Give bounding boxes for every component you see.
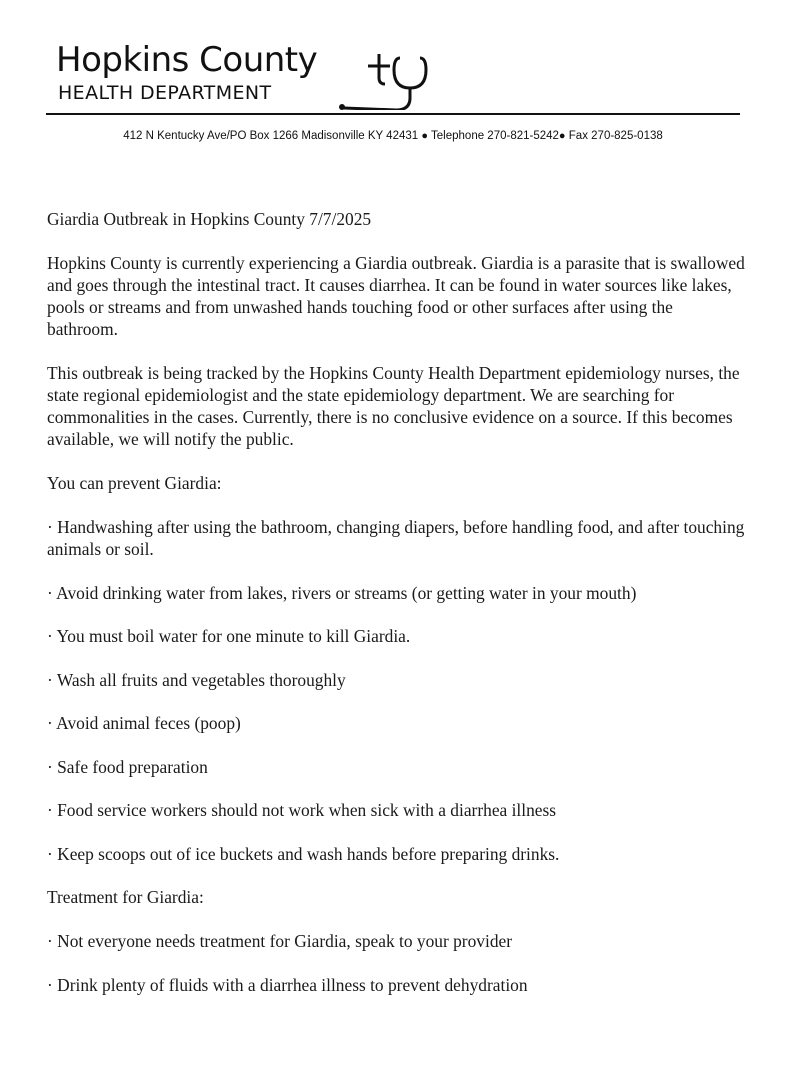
list-item: · You must boil water for one minute to kill Giardia.	[47, 626, 411, 646]
letterhead-address	[46, 130, 740, 142]
address-fax: Fax 270-825-0138	[568, 130, 663, 142]
letterhead-logo	[56, 40, 416, 112]
list-item: · Avoid animal feces (poop)	[47, 713, 241, 733]
address-phone: Telephone 270-821-5242	[431, 130, 559, 142]
org-name: Hopkins County	[56, 40, 318, 80]
document-title: Giardia Outbreak in Hopkins County 7/7/2025	[47, 209, 372, 229]
list-item: · Safe food preparation	[47, 756, 208, 777]
separator-dot: ●	[558, 130, 566, 142]
address-street: 412 N Kentucky Ave/PO Box 1266 Madisonville KY 42431	[123, 130, 419, 142]
separator-dot: ●	[421, 130, 429, 142]
document-body	[47, 208, 747, 1017]
list-item: · Wash all fruits and vegetables thoroughly	[47, 669, 346, 690]
list-item: · Food service workers should not work when sick with a diarrhea illness	[47, 800, 557, 820]
dept-name: HEALTH DEPARTMENT	[58, 82, 272, 104]
letterhead-rule	[46, 113, 740, 115]
prevention-heading: You can prevent Giardia:	[47, 473, 222, 493]
stethoscope-icon	[324, 44, 444, 110]
paragraph-tracking: This outbreak is being tracked by the Hopkins County Health Department epidemiology nurses, the state regional epidemiologist and the state epidemiology department. We are searching for commonalities in the cases. Currently, there is no conclusive evidence on a source. If this becomes available, we will notify the public.	[47, 363, 740, 449]
list-item: · Keep scoops out of ice buckets and wash hands before preparing drinks.	[47, 843, 560, 864]
paragraph-intro: Hopkins County is currently experiencing a Giardia outbreak. Giardia is a parasite that is swallowed and goes through the intestinal tract. It causes diarrhea. It can be found in water sources like lakes, pools or streams and from unwashed hands touching food or other surfaces after using the bathroom.	[47, 253, 745, 339]
list-item: · Handwashing after using the bathroom, changing diapers, before handling food, and after touching animals or soil.	[47, 517, 745, 559]
list-item: · Drink plenty of fluids with a diarrhea illness to prevent dehydration	[47, 974, 528, 995]
list-item: · Not everyone needs treatment for Giardia, speak to your provider	[47, 931, 513, 951]
treatment-heading: Treatment for Giardia:	[47, 887, 204, 907]
list-item: · Avoid drinking water from lakes, rivers or streams (or getting water in your mouth)	[47, 582, 637, 603]
